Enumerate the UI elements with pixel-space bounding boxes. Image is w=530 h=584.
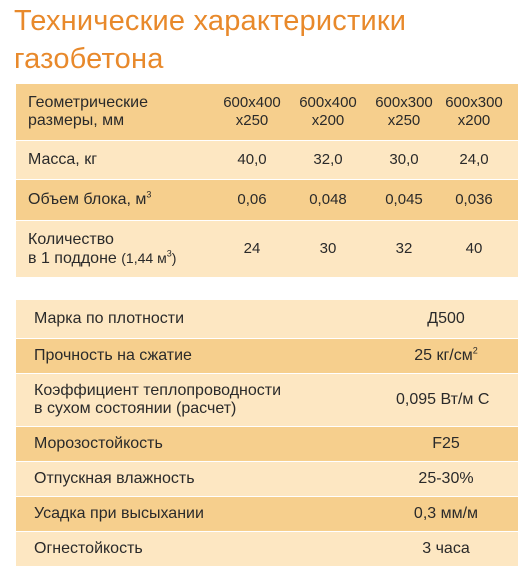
row-value: 0,095 Вт/м С xyxy=(396,391,490,408)
table-row-conductivity xyxy=(16,374,518,427)
table-row-volume xyxy=(16,180,518,221)
value-cell: 24 xyxy=(243,240,261,257)
table-row-quantity xyxy=(16,221,518,278)
row-label: Морозостойкость xyxy=(34,435,163,452)
value-cell: 0,06 xyxy=(237,191,267,208)
title-line-2: газобетона xyxy=(14,43,164,75)
table-row-mass xyxy=(16,141,518,180)
table-row-density xyxy=(16,300,518,339)
value-cell: 40 xyxy=(465,240,483,257)
size-cell: 600x300 x200 xyxy=(445,94,503,129)
value-cell: 32 xyxy=(395,240,413,257)
row-label-dimensions: Геометрические размеры, мм xyxy=(28,94,148,129)
row-label: Усадка при высыхании xyxy=(34,505,204,522)
dimensions-table xyxy=(16,84,518,278)
table-row-frost xyxy=(16,427,518,462)
row-value: F25 xyxy=(432,435,460,452)
row-label: Марка по плотности xyxy=(34,310,185,327)
value-cell: 40,0 xyxy=(237,151,267,168)
size-cell: 600x300 x250 xyxy=(375,94,433,129)
value-cell: 24,0 xyxy=(459,151,489,168)
value-cell: 0,045 xyxy=(385,191,423,208)
title-line-1: Технические характеристики xyxy=(14,5,407,37)
table-row-shrinkage xyxy=(16,497,518,532)
size-cell: 600x400 x250 xyxy=(223,94,281,129)
table-row-strength xyxy=(16,339,518,374)
row-label: Отпускная влажность xyxy=(34,470,195,487)
page-title xyxy=(14,2,406,78)
row-label: Коэффициент теплопроводности в сухом состоянии (расчет) xyxy=(34,382,282,417)
row-label: Огнестойкость xyxy=(34,540,143,557)
row-value: 3 часа xyxy=(422,540,470,557)
value-cell: 32,0 xyxy=(313,151,343,168)
value-cell: 0,048 xyxy=(309,191,347,208)
properties-table xyxy=(16,300,518,567)
value-cell: 30,0 xyxy=(389,151,419,168)
row-label-quantity: Количество в 1 поддоне (1,44 $м^3$) xyxy=(28,230,177,267)
row-value: 25 $кг/см^2$ xyxy=(414,345,478,364)
row-value: 0,3 мм/м xyxy=(413,505,479,522)
row-label: Прочность на сжатие xyxy=(34,347,192,364)
row-label-mass: Масса, кг xyxy=(28,151,98,168)
row-label-volume: Объем блока, $м^3$ xyxy=(28,189,152,208)
value-cell: 30 xyxy=(319,240,337,257)
table-row-moisture xyxy=(16,462,518,497)
row-value: 25-30% xyxy=(418,470,474,487)
row-value: Д500 xyxy=(427,310,465,327)
value-cell: 0,036 xyxy=(455,191,493,208)
table-row-fire xyxy=(16,532,518,567)
table-row-dimensions xyxy=(16,84,518,141)
size-cell: 600x400 x200 xyxy=(299,94,357,129)
